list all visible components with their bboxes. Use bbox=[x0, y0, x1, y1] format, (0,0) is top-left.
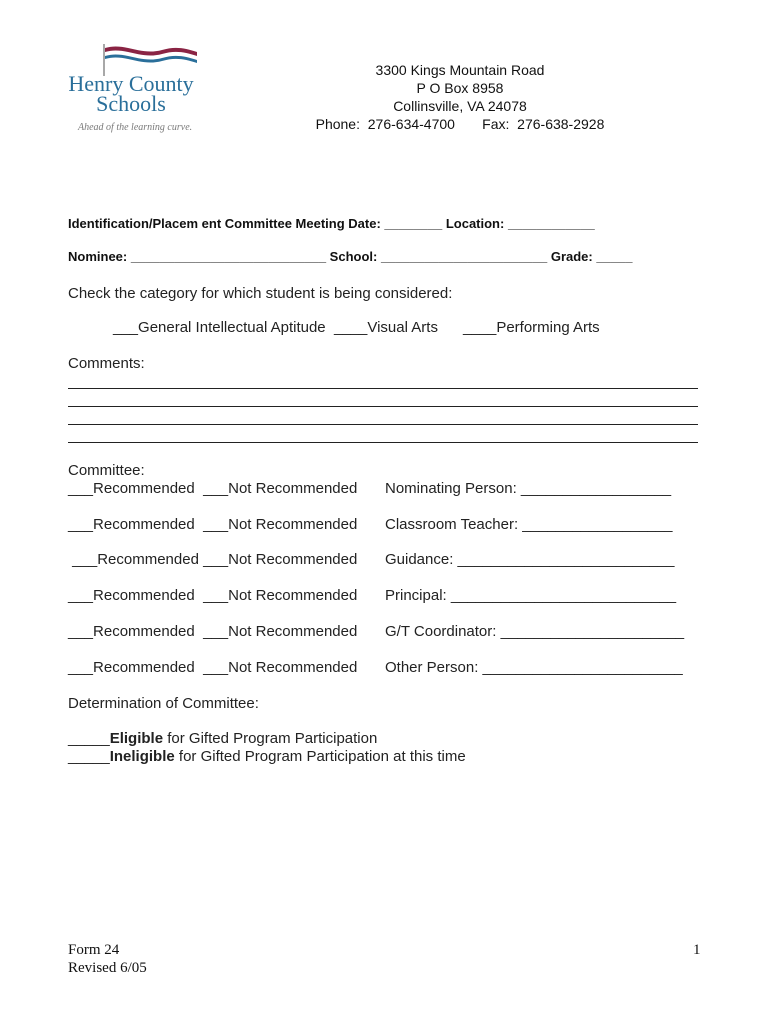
comment-line[interactable] bbox=[68, 388, 698, 389]
comments-label: Comments: bbox=[68, 355, 145, 372]
committee-person-nominating[interactable]: Nominating Person: __________________ bbox=[385, 480, 672, 497]
ineligible-option[interactable]: _____Ineligible for Gifted Program Participation at this time bbox=[68, 748, 466, 765]
committee-recommendation[interactable]: ___Recommended ___Not Recommended bbox=[68, 551, 358, 568]
form-number: Form 24 bbox=[68, 942, 120, 958]
page-number: 1 bbox=[693, 942, 701, 958]
committee-person-guidance[interactable]: Guidance: __________________________ bbox=[385, 551, 675, 568]
address-phone-fax: Phone: 276-634-4700 Fax: 276-638-2928 bbox=[315, 116, 605, 132]
revision-date: Revised 6/05 bbox=[68, 960, 147, 976]
address-pobox: P O Box 8958 bbox=[416, 80, 504, 96]
address-street: 3300 Kings Mountain Road bbox=[375, 62, 545, 78]
address-city: Collinsville, VA 24078 bbox=[393, 98, 527, 114]
category-prompt: Check the category for which student is being considered: bbox=[68, 285, 453, 302]
committee-person-principal[interactable]: Principal: ___________________________ bbox=[385, 587, 677, 604]
committee-recommendation[interactable]: ___Recommended ___Not Recommended bbox=[68, 623, 358, 640]
eligible-option[interactable]: _____Eligible for Gifted Program Participation bbox=[68, 730, 378, 747]
comment-line[interactable] bbox=[68, 442, 698, 443]
nominee-school-grade-line[interactable]: Nominee: ___________________________ School: _______________________ Grade: _____ bbox=[68, 249, 633, 264]
committee-person-teacher[interactable]: Classroom Teacher: __________________ bbox=[385, 516, 673, 533]
address-block bbox=[300, 61, 620, 133]
logo-name: Henry County Schools bbox=[68, 71, 194, 116]
meeting-date-location-line[interactable]: Identification/Placem ent Committee Meeting Date: ________ Location: ____________ bbox=[68, 216, 595, 231]
comment-line[interactable] bbox=[68, 424, 698, 425]
committee-recommendation[interactable]: ___Recommended ___Not Recommended bbox=[68, 587, 358, 604]
comment-line[interactable] bbox=[68, 406, 698, 407]
logo-tagline: Ahead of the learning curve. bbox=[78, 122, 193, 133]
henry-county-schools-logo bbox=[66, 40, 206, 140]
committee-recommendation[interactable]: ___Recommended ___Not Recommended bbox=[68, 480, 358, 497]
committee-label: Committee: bbox=[68, 462, 145, 479]
category-options[interactable]: ___General Intellectual Aptitude ____Visual Arts ____Performing Arts bbox=[113, 319, 600, 336]
committee-person-gt-coordinator[interactable]: G/T Coordinator: ______________________ bbox=[385, 623, 685, 640]
committee-recommendation[interactable]: ___Recommended ___Not Recommended bbox=[68, 659, 358, 676]
committee-recommendation[interactable]: ___Recommended ___Not Recommended bbox=[68, 516, 358, 533]
committee-person-other[interactable]: Other Person: ________________________ bbox=[385, 659, 683, 676]
determination-label: Determination of Committee: bbox=[68, 695, 259, 712]
